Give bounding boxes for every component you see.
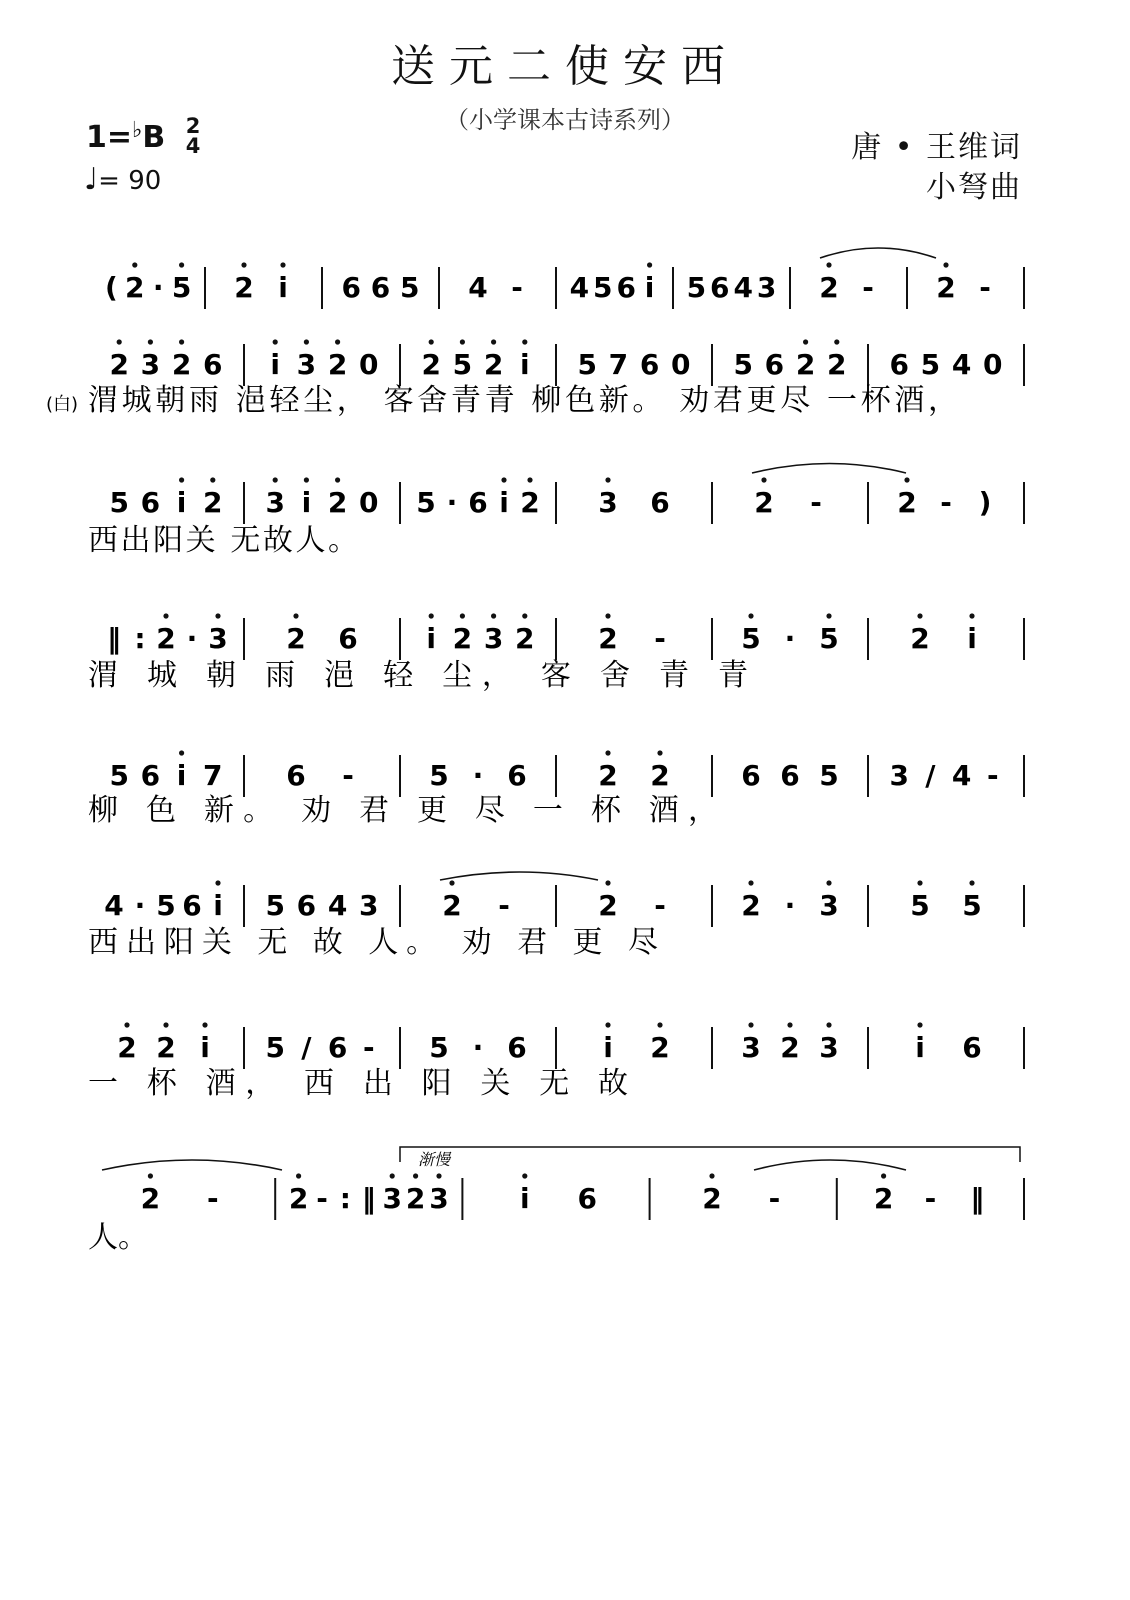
octave-dot [969,613,974,618]
octave-dot [748,613,753,618]
jianpu-note: · [784,622,796,655]
jianpu-note: - [924,1182,937,1215]
octave-dot [657,1022,662,1027]
tempo-value: = 90 [98,166,162,196]
score-system-6 [88,880,1024,960]
jianpu-note: 5 [910,889,930,922]
octave-dot [605,613,610,618]
jianpu-note: i [176,759,187,792]
slur-arc [754,1160,906,1170]
jianpu-note: 2 [421,348,441,381]
octave-dot [803,339,808,344]
jianpu-note: - [498,889,510,922]
score-system-4 [88,613,1024,693]
jianpu-note: 2 [327,348,348,381]
jianpu-note: : [134,622,146,655]
jianpu-note: 2 [171,348,192,381]
jianpu-note: 2 [936,271,956,304]
jianpu-note: 5 [452,348,473,381]
jianpu-note: 3 [819,1031,839,1064]
jianpu-note: 0 [983,348,1003,381]
jianpu-note: · [134,889,146,922]
jianpu-note: · [784,889,796,922]
jianpu-note: 2 [873,1182,894,1215]
octave-dot [881,1173,886,1178]
jianpu-note: 6 [140,486,161,519]
jianpu-note: 6 [327,1031,348,1064]
jianpu-note: i [519,1182,530,1215]
jianpu-note: - [654,889,666,922]
key-note: B [142,120,166,155]
jianpu-note: ( [105,271,118,304]
jianpu-note: 2 [819,271,839,304]
lyrics-line: 西出阳关 无 故 人。 劝 君 更 尽 [88,925,658,960]
octave-dot [436,1173,441,1178]
jianpu-note: - [362,1031,375,1064]
octave-dot [522,613,527,618]
jianpu-note: / [301,1031,312,1064]
key-label: 1= [86,120,133,155]
jianpu-note: 2 [754,486,774,519]
lyrics-line: 渭 城 朝 雨 浥 轻 尘， 客 舍 青 青 [88,658,748,693]
octave-dot [202,1022,207,1027]
jianpu-note: 7 [608,348,629,381]
jianpu-note: - [810,486,822,519]
jianpu-note: 6 [507,1031,527,1064]
jianpu-note: 5 [733,348,753,381]
octave-dot [335,339,340,344]
ritardando-label: 渐慢 [418,1150,451,1169]
jianpu-note: ‖ [107,622,121,655]
octave-dot [210,477,215,482]
jianpu-note: 2 [650,1031,670,1064]
quarter-note-icon: ♩ [84,162,99,197]
octave-dot [179,339,184,344]
jianpu-note: 0 [359,348,379,381]
jianpu-note: 2 [442,889,462,922]
jianpu-note: 2 [327,486,348,519]
octave-dot [522,1173,527,1178]
jianpu-note: 2 [234,271,254,304]
jianpu-note: i [301,486,312,519]
jianpu-note: 6 [341,271,361,304]
octave-dot [273,477,278,482]
jianpu-note: 2 [156,622,176,655]
jianpu-note: ‖ [361,1182,376,1215]
jianpu-note: 6 [764,348,785,381]
jianpu-note: - [986,759,999,792]
jianpu-note: 2 [156,1031,176,1064]
jianpu-note: 4 [104,889,124,922]
jianpu-note: · [472,1031,484,1064]
jianpu-note: 2 [910,622,930,655]
jianpu-note: · [446,486,458,519]
jianpu-note: 2 [203,486,223,519]
octave-dot [179,750,184,755]
octave-dot [917,880,922,885]
jianpu-note: - [940,486,952,519]
octave-dot [761,477,766,482]
jianpu-note: 2 [405,1182,426,1215]
jianpu-note: 5 [741,622,761,655]
jianpu-note: i [603,1031,613,1064]
octave-dot [826,262,831,267]
octave-dot [605,880,610,885]
octave-dot [904,477,909,482]
time-numerator: 2 [185,114,201,138]
octave-dot [522,339,527,344]
octave-dot [304,339,309,344]
jianpu-note: 5 [819,759,839,792]
lyrics-line: 西出阳关 无故人。 [88,523,358,558]
jianpu-note: 2 [650,759,670,792]
octave-dot [787,1022,792,1027]
jianpu-note: 5 [577,348,597,381]
jianpu-note: 3 [296,348,317,381]
jianpu-note: 5 [920,348,941,381]
octave-dot [605,1022,610,1027]
octave-dot [917,613,922,618]
jianpu-note: 6 [962,1031,982,1064]
octave-dot [296,1173,301,1178]
jianpu-note: 2 [598,622,618,655]
jianpu-note: 6 [468,486,488,519]
octave-dot [179,477,184,482]
jianpu-note: 4 [468,271,488,304]
jianpu-note: - [768,1182,781,1215]
song-subtitle: （小学课本古诗系列） [445,106,685,134]
jianpu-note: 2 [452,622,473,655]
score-system-5 [88,750,1024,828]
jianpu-note: 3 [889,759,909,792]
jianpu-note: 2 [827,348,847,381]
jianpu-note: 2 [515,622,535,655]
octave-dot [163,613,168,618]
octave-dot [293,613,298,618]
octave-dot [241,262,246,267]
jianpu-note: 6 [507,759,527,792]
octave-dot [304,477,309,482]
jianpu-note: 5 [265,1031,285,1064]
octave-dot [273,339,278,344]
octave-dot [748,1022,753,1027]
jianpu-note: 5 [109,759,129,792]
jianpu-note: - [316,1182,328,1215]
jianpu-note: 5 [819,622,839,655]
octave-dot [215,880,220,885]
jianpu-note: i [644,271,655,304]
jianpu-note: 6 [140,759,161,792]
octave-dot [943,262,948,267]
score-system-1 [105,262,1024,309]
jianpu-note: 2 [897,486,917,519]
jianpu-note: 3 [598,486,618,519]
jianpu-note: 2 [483,348,504,381]
jianpu-note: ‖ [970,1182,985,1215]
jianpu-note: i [200,1031,210,1064]
jianpu-note: i [915,1031,925,1064]
jianpu-note: 6 [577,1182,597,1215]
jianpu-note: 6 [616,271,636,304]
jianpu-note: 5 [156,889,176,922]
lyrics-line: 一 杯 酒， 西 出 阳 关 无 故 [88,1066,628,1101]
jianpu-note: 2 [702,1182,722,1215]
jianpu-note: 6 [286,759,306,792]
jianpu-note: 4 [951,759,972,792]
jianpu-note: i [519,348,530,381]
jianpu-note: 3 [359,889,379,922]
time-denominator: 4 [185,134,201,158]
slur-arc [440,872,598,880]
volta-bracket [400,1147,1020,1162]
jianpu-note: 5 [265,889,285,922]
octave-dot [491,339,496,344]
jianpu-note: 2 [741,889,761,922]
jianpu-note: 5 [429,759,449,792]
jianpu-note: 0 [359,486,379,519]
score-system-7 [88,1022,1024,1101]
octave-dot [748,880,753,885]
jianpu-note: i [278,271,288,304]
octave-dot [501,477,506,482]
jianpu-note: 6 [370,271,391,304]
octave-dot [460,339,465,344]
jianpu-note: 2 [795,348,816,381]
jianpu-note: i [967,622,977,655]
jianpu-note: 6 [203,348,223,381]
jianpu-note: / [925,759,936,792]
octave-dot [657,750,662,755]
octave-dot [280,262,285,267]
octave-dot [132,262,137,267]
jianpu-note: 6 [338,622,358,655]
octave-dot [429,339,434,344]
lyrics-line: 人。 [88,1220,148,1255]
flat-sign: ♭ [132,118,143,143]
jianpu-note: 6 [296,889,317,922]
lyrics-line: 渭城朝雨 浥轻尘， 客舍青青 柳色新。 劝君更尽 一杯酒， [88,383,958,418]
octave-dot [826,613,831,618]
octave-dot [647,262,652,267]
jianpu-note: 5 [962,889,982,922]
jianpu-note: 2 [598,889,618,922]
jianpu-note: 6 [182,889,202,922]
jianpu-note: 3 [265,486,285,519]
jianpu-note: 2 [780,1031,800,1064]
octave-dot [124,1022,129,1027]
jianpu-note: 2 [117,1031,137,1064]
octave-dot [117,339,122,344]
octave-dot [413,1173,418,1178]
jianpu-note: 6 [710,271,730,304]
jianpu-note: 3 [382,1182,402,1215]
jianpu-note: - [342,759,354,792]
jianpu-note: 5 [416,486,436,519]
octave-dot [917,1022,922,1027]
octave-dot [179,262,184,267]
jianpu-note: 2 [288,1182,309,1215]
octave-dot [163,1022,168,1027]
jianpu-note: 3 [429,1182,449,1215]
slur-arc [820,248,936,258]
jianpu-note: 2 [125,271,145,304]
jianpu-note: 2 [286,622,306,655]
jianpu-note: 3 [819,889,839,922]
jianpu-note: 7 [203,759,223,792]
jianpu-note: i [426,622,437,655]
jianpu-note: 4 [569,271,590,304]
octave-dot [335,477,340,482]
jianpu-note: 3 [741,1031,761,1064]
octave-dot [834,339,839,344]
octave-dot [449,880,454,885]
octave-dot [826,1022,831,1027]
score-system-3 [88,477,1024,558]
score-system-8 [88,1147,1024,1255]
jianpu-note: i [176,486,187,519]
octave-dot [148,339,153,344]
lyricist: 唐 • 王维词 [851,130,1022,165]
jianpu-note: 4 [733,271,753,304]
spoken-marker: (白) [46,394,79,415]
jianpu-note: - [654,622,666,655]
jianpu-note: : [339,1182,352,1215]
jianpu-note: · [472,759,484,792]
jianpu-note: · [186,622,198,655]
jianpu-note: 6 [780,759,800,792]
jianpu-note: ) [978,486,992,519]
jianpu-note: · [152,271,164,304]
jianpu-note: 5 [429,1031,449,1064]
slur-arc [752,464,906,474]
jianpu-note: 3 [208,622,228,655]
jianpu-note: 3 [756,271,777,304]
octave-dot [527,477,532,482]
jianpu-note: 6 [889,348,909,381]
jianpu-note: 4 [327,889,348,922]
jianpu-note: 2 [598,759,618,792]
jianpu-note: 5 [400,271,420,304]
composer: 小弩曲 [926,170,1022,205]
octave-dot [429,613,434,618]
jianpu-note: - [511,271,523,304]
octave-dot [390,1173,395,1178]
octave-dot [969,880,974,885]
octave-dot [605,750,610,755]
octave-dot [826,880,831,885]
octave-dot [709,1173,714,1178]
jianpu-note: 2 [109,348,129,381]
jianpu-note: 6 [650,486,670,519]
jianpu-note: 6 [639,348,660,381]
jianpu-note: 3 [483,622,504,655]
jianpu-note: - [206,1182,219,1215]
jianpu-note: 5 [593,271,613,304]
octave-dot [215,613,220,618]
jianpu-note: 2 [140,1182,161,1215]
score-system-2 [46,339,1024,418]
octave-dot [605,477,610,482]
jianpu-note: 3 [140,348,161,381]
jianpu-note: 5 [109,486,129,519]
lyrics-line: 柳 色 新。 劝 君 更 尽 一 杯 酒， [88,793,718,828]
octave-dot [491,613,496,618]
jianpu-note: i [213,889,223,922]
jianpu-note: 5 [686,271,707,304]
octave-dot [460,613,465,618]
jianpu-note: - [862,271,874,304]
octave-dot [148,1173,153,1178]
jianpu-note: i [499,486,509,519]
song-title: 送元二使安西 [391,41,739,92]
jianpu-note: 0 [671,348,691,381]
jianpu-note: 2 [520,486,540,519]
jianpu-note: 5 [171,271,192,304]
jianpu-note: - [979,271,991,304]
slur-arc [102,1160,282,1170]
jianpu-note: i [270,348,281,381]
jianpu-note: 4 [951,348,972,381]
jianpu-note: 6 [741,759,761,792]
